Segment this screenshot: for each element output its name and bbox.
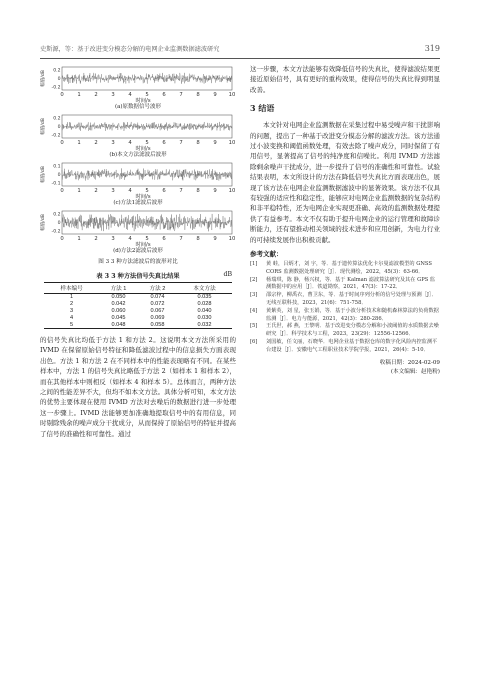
- right-column: [250, 64, 440, 377]
- section-title: 3 结语: [250, 103, 275, 114]
- x-tick-label: 6: [162, 236, 166, 242]
- table-cell: 0.058: [138, 321, 177, 328]
- x-tick-label: 4: [128, 188, 132, 194]
- table-cell: 2: [69, 301, 74, 308]
- table-row: [44, 294, 232, 301]
- x-tick-label: 8: [196, 140, 200, 146]
- x-tick-label: 7: [179, 92, 183, 98]
- table-cell: 0.030: [197, 314, 212, 321]
- x-tick-label: 0: [60, 140, 64, 146]
- x-axis-label-d: 时间/s: [135, 242, 151, 248]
- reference-item: [4] 黄紫英，刘 星，张玉娟，等．基于小波分析技术和随机森林算法的负荷数据监测［J］．电力与能源，2021，42(3)：280-286．: [250, 307, 439, 322]
- table-header-row: [44, 283, 232, 294]
- table-cell: 0.028: [197, 301, 212, 308]
- x-tick-label: 7: [179, 188, 183, 194]
- x-axis-label-c: 时间/s: [135, 194, 151, 200]
- table-cell: 5: [44, 321, 99, 328]
- table-row: [44, 301, 232, 308]
- x-tick-label: 10: [228, 140, 236, 146]
- subcaption-c: (c)方法1滤波后波形: [113, 200, 163, 206]
- x-tick-label: 3: [111, 188, 115, 194]
- x-tick-label: 7: [179, 140, 183, 146]
- x-tick-label: 0: [60, 188, 64, 194]
- y-axis-label: 幅值/dB: [41, 214, 46, 231]
- paragraph: 的信号失真比均低于方法 1 和方法 2。这说明本文方法所采用的 IVMD 在保留原始信号特征和降低滤波过程中的信息损失方面表现出色。方法 1 和方法 2 在不同样本中的性能表现略有不同。在某些样本中，方法 1 的信号失真比略低于方法 2（如样本 1 和样本 2），而在其他样本中则相反（如样本 4 和样本 5）。总体而言，两种方法之间的性能差异不大，但均不如本文方法。具体分析可知，本文方法的优势主要体现在使用 IVMD 方法对去噪后的数据进行进一步处理这一步骤上。IVMD 法能够更加准确地提取信号中的有用信息，同时剔除残余的噪声成分干扰成分，从而保持了原始信号的特征并提高了信号的准确性和可靠性。通过: [40, 335, 236, 438]
- x-tick-label: 2: [94, 236, 98, 242]
- table-cell: 0.074: [150, 294, 165, 301]
- y-tick-label: 0: [57, 221, 61, 227]
- table-cell: 0.069: [150, 314, 165, 321]
- x-tick-label: 7: [179, 236, 183, 242]
- table-cell: 3: [69, 307, 74, 314]
- y-tick-label: -0.1: [51, 181, 61, 187]
- paragraph: 本文针对电网企业监测数据在采集过程中易受噪声和干扰影响的问题，提出了一种基于改进变分模态分解的滤波方法。该方法通过小波变换和阈值函数处理，有效去除了噪声成分，同时保留了有用信号，显著提高了信号的纯净度和信噪比。利用 IVMD 方法滤除剩余噪声干扰成分，进一步提升了信号的准确性和可靠性。试验结果表明，本文所设计的方法在降低信号失真比方面表现出色，展现了该方法在电网企业监测数据滤波中的显著效果。该方法不仅具有较强的适应性和稳定性，能够应对电网企业监测数据的复杂结构和非平稳特性，还为电网企业实现更准确、高效的监测数据处理提供了有益参考。本文不仅有助于提升电网企业的运行管理和故障诊断能力，还有望推动相关领域的技术进步和应用创新，为电力行业的可持续发展作出积极贡献。: [250, 121, 440, 244]
- waveform-a: [40, 64, 236, 98]
- table-cell: 1: [69, 294, 74, 301]
- table-cell: 0.048: [99, 321, 138, 328]
- reference-item: [1] 黄 蛙，吕炳才，刘 宇，等．基于遗传算法优化卡尔曼滤波模型的 GNSS CORS 监测数据处理研究［J］．现代测绘，2022，45(3)：63-66．: [250, 261, 432, 275]
- signal-trace: [62, 122, 232, 131]
- col-header: 方法 2: [138, 283, 177, 294]
- table-cell: 0.060: [111, 307, 126, 314]
- x-tick-label: 1: [77, 140, 81, 146]
- distortion-table: [44, 282, 232, 329]
- left-column: [40, 64, 236, 439]
- y-tick-label: -0.2: [51, 133, 61, 139]
- x-tick-label: 3: [111, 140, 115, 146]
- waveform-c: [40, 160, 236, 194]
- header-rule: [40, 58, 440, 59]
- table-cell: 0.045: [111, 314, 126, 321]
- table-cell: 0.050: [111, 294, 126, 301]
- x-tick-label: 3: [111, 236, 115, 242]
- x-tick-label: 3: [111, 92, 115, 98]
- figure-3: [40, 64, 236, 265]
- editor-note: (本文编辑：赵艳粉): [390, 368, 440, 375]
- y-axis-label: 幅值/dB: [41, 166, 46, 183]
- x-tick-label: 6: [162, 140, 166, 146]
- x-tick-label: 8: [196, 236, 200, 242]
- col-header: 方法 1: [99, 283, 138, 294]
- x-tick-label: 2: [94, 188, 98, 194]
- x-tick-label: 10: [228, 236, 236, 242]
- right-body-text: [250, 64, 440, 245]
- running-header: [40, 44, 440, 56]
- figure-caption: 图 3 3 种方法滤波后的波形对比: [98, 259, 178, 265]
- x-tick-label: 9: [213, 236, 217, 242]
- x-tick-label: 6: [162, 188, 166, 194]
- x-tick-label: 6: [162, 92, 166, 98]
- table-row: [44, 321, 232, 328]
- paragraph: 这一步骤，本文方法能够有效降低信号的失真比，使得滤波结果更接近原始信号，具有更好的重构效果，使得信号的失真比得到明显改善。: [250, 65, 440, 94]
- x-tick-label: 9: [213, 140, 217, 146]
- subcaption-b: (b)本文方法滤波后波形: [109, 152, 167, 158]
- reference-item: [2] 杨瑞琪，陈 静，杨兴权，等．基于 Kalman 滤波算法研究及其在 GPS 监测数据中的应用［J］．铁道勘察，2021，47(3)：17-22．: [250, 276, 436, 291]
- x-tick-label: 2: [94, 92, 98, 98]
- x-tick-label: 5: [145, 236, 149, 242]
- references-heading: 参考文献：: [250, 250, 283, 259]
- y-tick-label: 0.2: [53, 116, 61, 122]
- page-number: 319: [424, 44, 440, 53]
- table-unit: dB: [223, 271, 232, 278]
- x-axis-label-b: 时间/s: [135, 146, 151, 152]
- subcaption-d: (d)方法2滤波后波形: [113, 248, 163, 254]
- signal-trace: [62, 168, 232, 180]
- y-tick-label: 0.2: [53, 68, 61, 74]
- y-tick-label: 0.1: [53, 164, 61, 170]
- table-caption: [40, 271, 236, 280]
- x-tick-label: 5: [145, 92, 149, 98]
- x-tick-label: 4: [128, 92, 132, 98]
- x-tick-label: 1: [77, 188, 81, 194]
- table-cell: 4: [69, 314, 74, 321]
- y-tick-label: 0: [57, 77, 61, 83]
- x-tick-label: 1: [77, 92, 81, 98]
- x-tick-label: 4: [128, 236, 132, 242]
- y-tick-label: 0: [57, 173, 61, 179]
- table-cell: 0.072: [150, 301, 165, 308]
- table-row: [44, 314, 232, 321]
- y-tick-label: 0: [57, 125, 61, 131]
- signal-trace: [62, 73, 232, 84]
- reference-item: [5] 王氏世，郝 燕，王黎明．基于改进变分模态分解和小波阈值的水质数据去噪研究［J］．科学技术与工程，2023，23(29)：12556-12566．: [250, 323, 439, 338]
- y-axis-label: 幅值/dB: [41, 118, 46, 135]
- x-tick-label: 4: [128, 140, 132, 146]
- reference-item: [3] 邵宗梓，柳禹衣，曹卫东，等．基于时间序列分析的信号处理与预测［J］．无线互联科技，2023，21(6)：751-758．: [250, 292, 437, 307]
- x-axis-label-a: 时间/s: [135, 98, 151, 104]
- x-tick-label: 5: [145, 140, 149, 146]
- x-tick-label: 10: [228, 188, 236, 194]
- waveform-d: [40, 208, 236, 242]
- col-header: 样本编号: [44, 283, 99, 294]
- running-title: 史斯源，等：基于改进变分模态分解的电网企业监测数据滤波研究: [40, 46, 220, 53]
- signal-trace: [62, 214, 232, 231]
- received-date: 收稿日期：2024-02-09: [379, 359, 440, 366]
- y-tick-label: -0.2: [51, 229, 61, 235]
- y-axis-label: 幅值/dB: [41, 70, 46, 87]
- x-tick-label: 8: [196, 188, 200, 194]
- table-cell: 0.035: [197, 294, 212, 301]
- table-cell: 0.042: [111, 301, 126, 308]
- y-tick-label: 0.2: [53, 212, 61, 218]
- x-tick-label: 5: [145, 188, 149, 194]
- table-cell: 0.067: [150, 307, 165, 314]
- x-tick-label: 1: [77, 236, 81, 242]
- x-tick-label: 9: [213, 188, 217, 194]
- left-body-text: [40, 335, 236, 439]
- x-tick-label: 0: [60, 236, 64, 242]
- col-header: 本文方法: [177, 283, 232, 294]
- table-row: [44, 308, 232, 315]
- y-tick-label: -0.2: [51, 85, 61, 91]
- x-tick-label: 0: [60, 92, 64, 98]
- x-tick-label: 9: [213, 92, 217, 98]
- table-cell: 0.040: [197, 307, 212, 314]
- x-tick-label: 10: [228, 92, 236, 98]
- waveform-b: [40, 112, 236, 146]
- subcaption-a: (a)原数据信号波形: [114, 104, 162, 110]
- reference-list: [250, 261, 440, 355]
- reference-item: [6] 刘国敏，任文丽，石晓华．电网企业基于数据仓库的数字化风险内控监测平台建设［J］．安徽电气工程职业技术学院学报，2021，26(4)：5-10．: [250, 339, 438, 353]
- x-tick-label: 2: [94, 140, 98, 146]
- table-cell: 0.032: [177, 321, 232, 328]
- table-title: 表 3 3 种方法信号失真比结果: [96, 273, 180, 280]
- x-tick-label: 8: [196, 92, 200, 98]
